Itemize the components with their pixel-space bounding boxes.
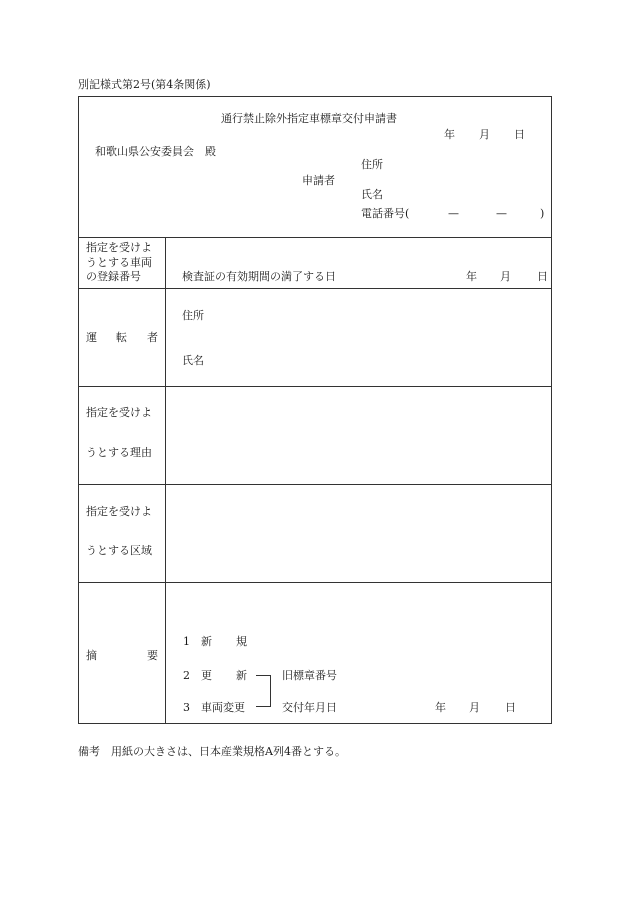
divider <box>78 484 552 485</box>
vehicle-label-line1: 指定を受けよ <box>86 241 152 254</box>
issue-date-label: 交付年月日 <box>282 701 337 714</box>
divider <box>78 237 552 238</box>
area-label-line2: うとする区域 <box>86 544 152 557</box>
applicant-label: 申請者 <box>302 174 335 187</box>
expiry-day: 日 <box>537 270 548 283</box>
phone-close: ) <box>540 207 545 220</box>
form-reference: 別記様式第2号(第4条関係) <box>78 78 211 91</box>
addressee: 和歌山県公安委員会 殿 <box>95 145 216 158</box>
divider <box>78 386 552 387</box>
issue-year: 年 <box>435 701 446 714</box>
item-renew-char: 更 <box>201 669 212 682</box>
inspection-expiry-label: 検査証の有効期間の満了する日 <box>182 270 336 283</box>
item-vehicle-change: 車両変更 <box>201 701 245 714</box>
footnote: 備考 用紙の大きさは、日本産業規格A列4番とする。 <box>78 745 346 758</box>
summary-label-char: 要 <box>147 649 158 662</box>
issue-day: 日 <box>505 701 516 714</box>
driver-label-char: 者 <box>147 331 158 344</box>
document-title: 通行禁止除外指定車標章交付申請書 <box>221 112 397 125</box>
driver-label-char: 運 <box>86 331 97 344</box>
old-badge-number-label: 旧標章番号 <box>282 669 337 682</box>
date-year: 年 <box>444 128 455 141</box>
vehicle-label-line2: うとする車両 <box>86 256 152 269</box>
item-new-char: 新 <box>201 635 212 648</box>
summary-label-char: 摘 <box>86 649 97 662</box>
applicant-phone-label: 電話番号( <box>361 207 410 220</box>
item-number: 3 <box>183 701 190 714</box>
issue-month: 月 <box>469 701 480 714</box>
phone-dash: — <box>496 207 507 220</box>
driver-name-label: 氏名 <box>182 354 204 367</box>
phone-dash: — <box>448 207 459 220</box>
driver-address-label: 住所 <box>182 309 204 322</box>
bracket <box>256 675 271 707</box>
divider <box>78 582 552 583</box>
applicant-address-label: 住所 <box>361 158 383 171</box>
expiry-month: 月 <box>500 270 511 283</box>
date-month: 月 <box>479 128 490 141</box>
item-new-char: 規 <box>236 635 247 648</box>
date-day: 日 <box>514 128 525 141</box>
item-renew-char: 新 <box>236 669 247 682</box>
reason-label-line2: うとする理由 <box>86 446 152 459</box>
item-number: 1 <box>183 635 190 648</box>
column-divider <box>165 237 166 724</box>
reason-label-line1: 指定を受けよ <box>86 406 152 419</box>
item-number: 2 <box>183 669 190 682</box>
driver-label-char: 転 <box>116 331 127 344</box>
expiry-year: 年 <box>466 270 477 283</box>
vehicle-label-line3: の登録番号 <box>86 270 141 283</box>
applicant-name-label: 氏名 <box>361 188 383 201</box>
area-label-line1: 指定を受けよ <box>86 505 152 518</box>
divider <box>78 288 552 289</box>
